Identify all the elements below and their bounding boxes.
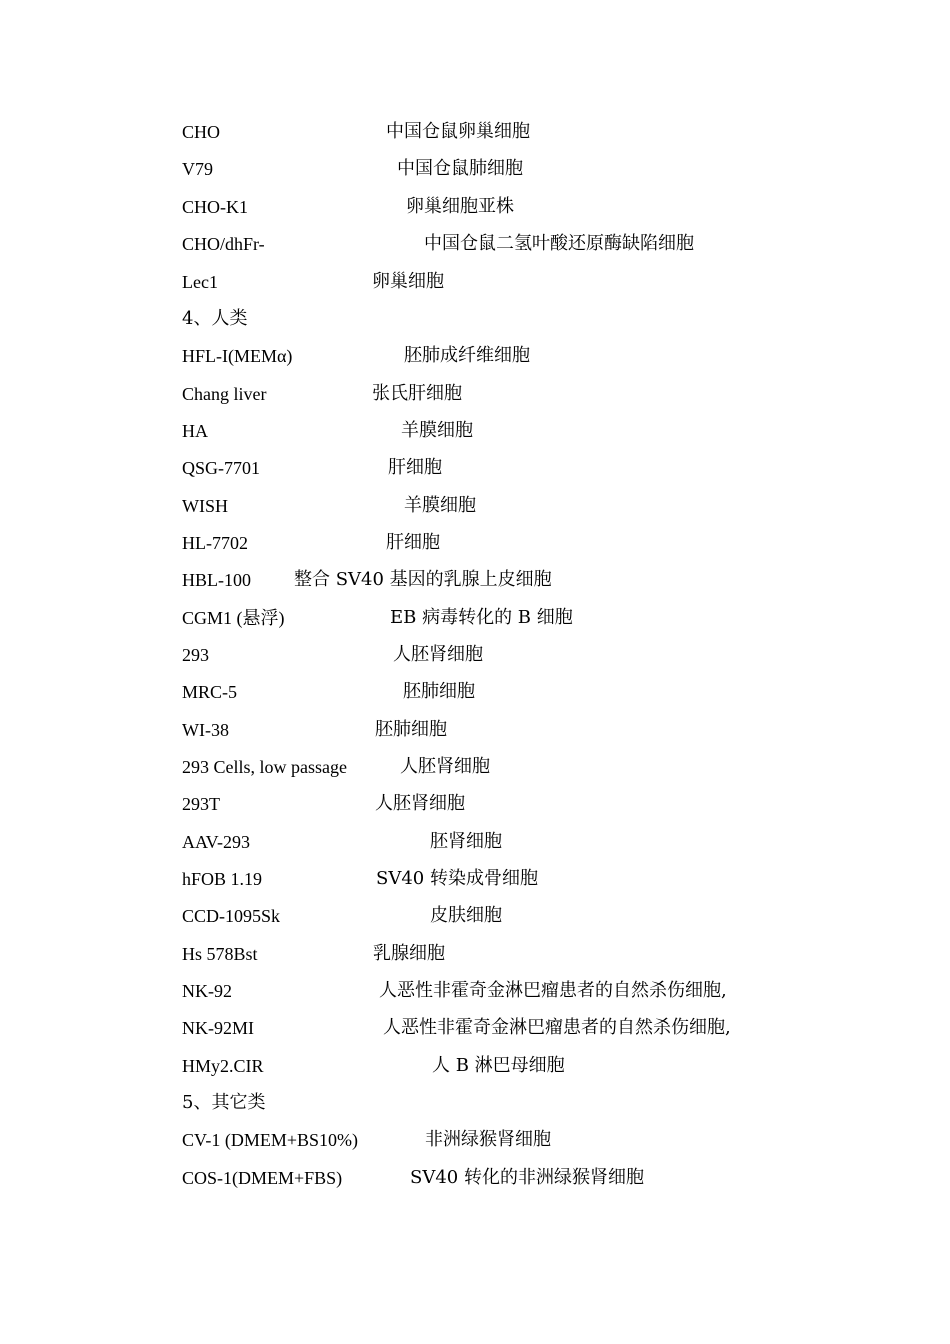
cell-line-name: hFOB 1.19 [182, 869, 263, 889]
cell-line-name: CHO [182, 122, 221, 142]
cell-line-row [182, 866, 822, 892]
cell-line-description: 张氏肝细胞 [372, 383, 462, 404]
cell-line-description: 胚肺细胞 [403, 681, 475, 702]
cell-line-row [182, 343, 822, 369]
cell-line-name: HL-7702 [182, 533, 248, 553]
section-heading [182, 306, 822, 332]
cell-line-row [182, 1015, 822, 1041]
cell-line-name: HMy2.CIR [182, 1056, 264, 1076]
cell-line-name: NK-92 [182, 981, 232, 1001]
cell-line-name: CGM1 (悬浮) [182, 608, 285, 628]
cell-line-name: CHO-K1 [182, 197, 248, 217]
cell-line-description: 人恶性非霍奇金淋巴瘤患者的自然杀伤细胞, [383, 1017, 731, 1038]
cell-line-description: 中国仓鼠肺细胞 [397, 158, 523, 179]
cell-line-name: WI-38 [182, 720, 229, 740]
cell-line-description: 羊膜细胞 [404, 495, 476, 516]
cell-line-description: 人胚肾细胞 [393, 644, 483, 665]
cell-line-description: 肝细胞 [388, 457, 442, 478]
cell-line-description: 人恶性非霍奇金淋巴瘤患者的自然杀伤细胞, [379, 980, 727, 1001]
cell-line-description: 皮肤细胞 [430, 905, 502, 926]
cell-line-description: 人 B 淋巴母细胞 [432, 1055, 565, 1076]
cell-line-row [182, 1127, 822, 1153]
cell-line-row [182, 978, 822, 1004]
cell-line-name: MRC-5 [182, 682, 238, 702]
cell-line-name: 293T [182, 794, 220, 814]
cell-line-row [182, 156, 822, 182]
cell-line-description: SV40 转化的非洲绿猴肾细胞 [410, 1167, 644, 1188]
cell-line-description: 卵巢细胞 [372, 271, 444, 292]
cell-line-description: 中国仓鼠卵巢细胞 [386, 121, 530, 142]
cell-line-row [182, 903, 822, 929]
cell-line-name: Chang liver [182, 384, 267, 404]
cell-line-row [182, 567, 822, 593]
section-heading [182, 1090, 822, 1116]
cell-line-name: 293 [182, 645, 209, 665]
cell-line-row [182, 1053, 822, 1079]
cell-line-description: 中国仓鼠二氢叶酸还原酶缺陷细胞 [424, 233, 694, 254]
cell-line-description: 胚肾细胞 [430, 831, 502, 852]
cell-line-row [182, 829, 822, 855]
cell-line-row [182, 119, 822, 145]
cell-line-row [182, 455, 822, 481]
cell-line-name: NK-92MI [182, 1018, 254, 1038]
cell-line-row [182, 679, 822, 705]
cell-line-name: 293 Cells, low passage [182, 757, 347, 777]
cell-line-name: CCD-1095Sk [182, 906, 281, 926]
section-heading-text: 5、其它类 [182, 1092, 266, 1113]
cell-line-description: 胚肺成纤维细胞 [404, 345, 530, 366]
cell-line-row [182, 530, 822, 556]
cell-line-name: HFL-I(MEMα) [182, 346, 293, 366]
cell-line-name: WISH [182, 496, 228, 516]
cell-line-description: 乳腺细胞 [373, 943, 445, 964]
cell-line-description: SV40 转染成骨细胞 [376, 868, 538, 889]
cell-line-description: 卵巢细胞亚株 [406, 196, 514, 217]
cell-line-description: 整合 SV40 基因的乳腺上皮细胞 [294, 569, 552, 590]
cell-line-name: CHO/dhFr- [182, 234, 265, 254]
cell-line-row [182, 269, 822, 295]
cell-line-row [182, 231, 822, 257]
cell-line-name: HA [182, 421, 208, 441]
cell-line-description: 人胚肾细胞 [400, 756, 490, 777]
cell-line-description: 羊膜细胞 [401, 420, 473, 441]
cell-line-name: QSG-7701 [182, 458, 261, 478]
cell-line-name: Hs 578Bst [182, 944, 258, 964]
cell-line-name: COS-1(DMEM+FBS) [182, 1168, 343, 1188]
section-heading-text: 4、人类 [182, 308, 248, 329]
cell-line-description: EB 病毒转化的 B 细胞 [390, 607, 573, 628]
cell-line-row [182, 1165, 822, 1191]
cell-line-row [182, 493, 822, 519]
cell-line-description: 人胚肾细胞 [375, 793, 465, 814]
cell-line-row [182, 194, 822, 220]
cell-line-row [182, 642, 822, 668]
cell-line-description: 胚肺细胞 [375, 719, 447, 740]
cell-line-row [182, 381, 822, 407]
cell-line-description: 肝细胞 [386, 532, 440, 553]
cell-line-row [182, 717, 822, 743]
cell-line-name: V79 [182, 159, 213, 179]
cell-line-description: 非洲绿猴肾细胞 [425, 1129, 551, 1150]
cell-line-row [182, 605, 822, 631]
cell-line-name: CV-1 (DMEM+BS10%) [182, 1130, 359, 1150]
cell-line-name: HBL-100 [182, 570, 251, 590]
cell-line-name: AAV-293 [182, 832, 251, 852]
cell-line-name: Lec1 [182, 272, 218, 292]
cell-line-row [182, 418, 822, 444]
cell-line-row [182, 791, 822, 817]
cell-line-row [182, 941, 822, 967]
cell-line-row [182, 754, 822, 780]
